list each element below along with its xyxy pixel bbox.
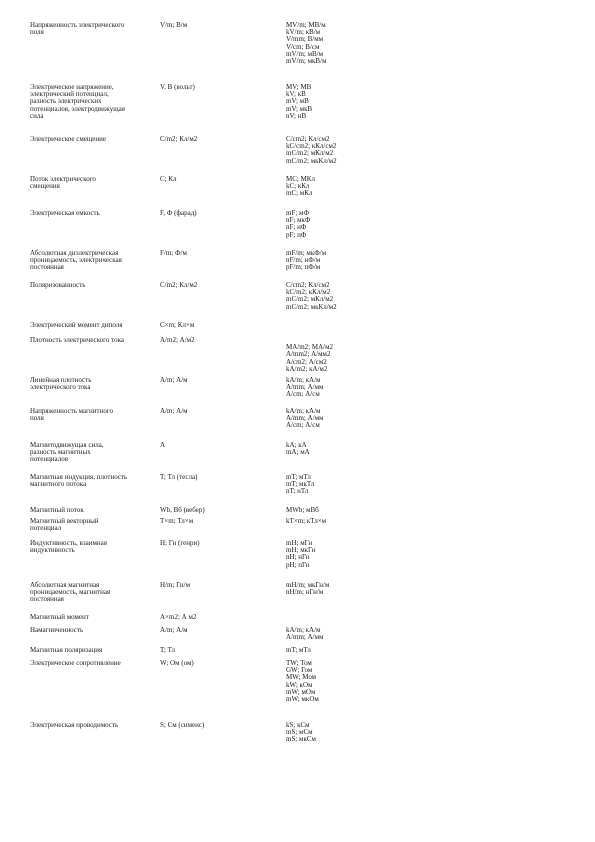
si-unit-cell xyxy=(160,582,280,589)
cell-line: Магнитный момент xyxy=(30,613,89,621)
cell-line: mC; мКл xyxy=(286,189,313,198)
quantity-name-cell xyxy=(30,627,155,634)
quantity-name-cell xyxy=(30,250,155,272)
cell-line: GW; Гом xyxy=(286,666,313,675)
multiple-units-cell xyxy=(286,377,406,399)
quantity-name-cell xyxy=(30,408,155,422)
si-unit-cell xyxy=(160,322,280,329)
quantity-name-cell xyxy=(30,507,155,514)
quantity-name-cell xyxy=(30,210,155,217)
si-unit-cell xyxy=(160,176,280,183)
cell-line: V, В (вольт) xyxy=(160,83,195,91)
quantity-name-cell xyxy=(30,540,155,554)
multiple-units-cell xyxy=(286,474,406,496)
cell-line: A/cm; А/см xyxy=(286,421,320,430)
quantity-name-cell xyxy=(30,377,155,391)
cell-line: потенциалов, электродвижущая xyxy=(30,104,125,113)
cell-line: mV/m; мкВ/м xyxy=(286,57,327,66)
si-unit-cell xyxy=(160,627,280,634)
cell-line: mT; мкТл xyxy=(286,480,315,489)
cell-line: A/m2; А/м2 xyxy=(160,336,195,344)
quantity-name-cell xyxy=(30,282,155,289)
quantity-name-cell xyxy=(30,136,155,143)
cell-line: kV/m; кВ/м xyxy=(286,28,321,37)
cell-line: потенциал xyxy=(30,524,62,533)
cell-line: mC/m2; мкКл/м2 xyxy=(286,156,337,165)
cell-line: A/m; А/м xyxy=(160,407,188,415)
cell-line: индуктивность xyxy=(30,546,75,555)
cell-line: Магнитный поток xyxy=(30,506,84,514)
multiple-units-cell xyxy=(286,660,406,703)
cell-line: MV; МВ xyxy=(286,83,312,91)
cell-line: mC/m2; мкКл/м2 xyxy=(286,302,337,311)
si-unit-cell xyxy=(160,518,280,525)
cell-line: Индуктивность, взаимная xyxy=(30,539,107,547)
si-unit-cell xyxy=(160,84,280,91)
cell-line: S; См (сименс) xyxy=(160,721,205,729)
cell-line: смещения xyxy=(30,182,60,191)
cell-line: pF; пФ xyxy=(286,230,307,239)
cell-line: F/m; Ф/м xyxy=(160,249,187,257)
cell-line: проницаемость, магнитная xyxy=(30,588,111,597)
cell-line: магнитного потока xyxy=(30,480,87,489)
cell-line: T×m; Тл×м xyxy=(160,517,194,525)
si-unit-cell xyxy=(160,337,280,344)
cell-line: mS; мСм xyxy=(286,728,313,737)
cell-line: A/cm; А/см xyxy=(286,390,320,399)
cell-line: mF; мФ xyxy=(286,209,309,217)
si-unit-cell xyxy=(160,250,280,257)
cell-line: Электрическое смещение xyxy=(30,135,106,143)
cell-line: kC; кКл xyxy=(286,182,310,191)
si-unit-cell xyxy=(160,136,280,143)
cell-line: nH/m; нГн/м xyxy=(286,588,324,597)
cell-line: постоянная xyxy=(30,595,64,604)
cell-line: nF; нФ xyxy=(286,223,307,232)
cell-line: проницаемость, электрическая xyxy=(30,256,122,265)
cell-line: C/m2; Кл/м2 xyxy=(160,281,198,289)
cell-line: V/m; В/м xyxy=(160,21,188,29)
cell-line: mV/m; мВ/м xyxy=(286,49,324,58)
cell-line: kC/cm2; кКл/см2 xyxy=(286,142,337,151)
cell-line: T; Тл xyxy=(160,646,176,654)
cell-line: TW; Том xyxy=(286,659,312,667)
cell-line: mC/m2; мКл/м2 xyxy=(286,295,334,304)
si-unit-cell xyxy=(160,408,280,415)
cell-line: C/m2; Кл/м2 xyxy=(160,135,198,143)
cell-line: A xyxy=(160,441,166,449)
quantity-name-cell xyxy=(30,474,155,488)
cell-line: mH; мГн xyxy=(286,539,313,547)
si-unit-cell xyxy=(160,282,280,289)
cell-line: C; Кл xyxy=(160,175,177,183)
cell-line: MW; Мом xyxy=(286,673,317,682)
cell-line: MA/m2; МА/м2 xyxy=(286,343,334,352)
si-unit-cell xyxy=(160,614,280,621)
multiple-units-cell xyxy=(286,442,406,456)
cell-line: разность электрических xyxy=(30,97,102,106)
multiple-units-cell xyxy=(286,210,406,239)
cell-line: H; Гн (генри) xyxy=(160,539,200,547)
cell-line: MWb; мВб xyxy=(286,506,319,514)
cell-line: C/cm2; Кл/см2 xyxy=(286,281,330,289)
si-unit-cell xyxy=(160,722,280,729)
cell-line: разность магнитных xyxy=(30,448,91,457)
cell-line: mT; мТл xyxy=(286,646,311,654)
cell-line: mS; мкСм xyxy=(286,735,316,744)
si-unit-cell xyxy=(160,377,280,384)
multiple-units-cell xyxy=(286,84,406,120)
cell-line: mW; мОм xyxy=(286,687,316,696)
multiple-units-cell xyxy=(286,176,406,198)
quantity-name-cell xyxy=(30,176,155,190)
cell-line: Плотность электрического тока xyxy=(30,336,124,344)
quantity-name-cell xyxy=(30,84,155,120)
cell-line: mA; мА xyxy=(286,448,310,457)
multiple-units-cell xyxy=(286,582,406,596)
cell-line: mV; мкВ xyxy=(286,104,313,113)
cell-line: постоянная xyxy=(30,263,64,272)
cell-line: C/cm2; Кл/см2 xyxy=(286,135,330,143)
cell-line: mH; мкГн xyxy=(286,546,316,555)
quantity-name-cell xyxy=(30,647,155,654)
cell-line: Электрическая емкость xyxy=(30,209,100,217)
quantity-name-cell xyxy=(30,582,155,604)
quantity-name-cell xyxy=(30,614,155,621)
cell-line: Абсолютная диэлектрическая xyxy=(30,249,119,257)
cell-line: mC/m2; мКл/м2 xyxy=(286,149,334,158)
multiple-units-cell xyxy=(286,518,406,525)
cell-line: Магнитный векторный xyxy=(30,517,99,525)
si-unit-cell xyxy=(160,474,280,481)
cell-line: nT; нТл xyxy=(286,487,309,496)
cell-line: C×m; Кл×м xyxy=(160,321,195,329)
cell-line: электрический потенциал, xyxy=(30,90,109,99)
cell-line: kV; кВ xyxy=(286,90,306,99)
multiple-units-cell xyxy=(286,337,406,373)
cell-line: Поляризованность xyxy=(30,281,86,289)
quantity-name-cell xyxy=(30,518,155,532)
multiple-units-cell xyxy=(286,627,406,641)
quantity-name-cell xyxy=(30,322,155,329)
cell-line: kC/m2; кКл/м2 xyxy=(286,288,331,297)
cell-line: V/mm; В/мм xyxy=(286,35,324,44)
multiple-units-cell xyxy=(286,722,406,744)
si-unit-cell xyxy=(160,647,280,654)
cell-line: A/m; А/м xyxy=(160,626,188,634)
cell-line: kA/m2; кА/м2 xyxy=(286,364,328,373)
cell-line: A/m; А/м xyxy=(160,376,188,384)
cell-line: kA/m; кА/м xyxy=(286,407,321,415)
cell-line: H/m; Гн/м xyxy=(160,581,191,589)
cell-line: поля xyxy=(30,28,44,37)
cell-line: Электрическая проводимость xyxy=(30,721,119,729)
cell-line: pF/m; пФ/м xyxy=(286,263,321,272)
si-unit-cell xyxy=(160,507,280,514)
cell-line: kA/m; кА/м xyxy=(286,376,321,384)
si-unit-cell xyxy=(160,442,280,449)
quantity-name-cell xyxy=(30,442,155,464)
cell-line: Магнитная индукция, плотность xyxy=(30,473,128,481)
cell-line: A/cm2; А/см2 xyxy=(286,357,327,366)
multiple-units-cell xyxy=(286,282,406,311)
cell-line: F, Ф (фарад) xyxy=(160,209,197,217)
multiple-units-cell xyxy=(286,408,406,430)
cell-line: nV; нВ xyxy=(286,111,307,120)
cell-line: Поток электрического xyxy=(30,175,96,183)
multiple-units-cell xyxy=(286,647,406,654)
cell-line: W; Ом (ом) xyxy=(160,659,194,667)
cell-line: mV; мВ xyxy=(286,97,309,106)
si-unit-cell xyxy=(160,210,280,217)
quantity-name-cell xyxy=(30,660,155,667)
cell-line: V/cm; В/см xyxy=(286,42,320,51)
cell-line: поля xyxy=(30,414,44,423)
cell-line: kT×m; кТл×м xyxy=(286,517,327,525)
cell-line: A×m2; А м2 xyxy=(160,613,197,621)
multiple-units-cell xyxy=(286,136,406,165)
cell-line: Напряженность электрического xyxy=(30,21,125,29)
cell-line: mW; мкОм xyxy=(286,695,319,704)
multiple-units-cell xyxy=(286,507,406,514)
cell-line: потенциалов xyxy=(30,455,69,464)
cell-line: MV/m; МВ/м xyxy=(286,21,326,29)
cell-line: MC; МКл xyxy=(286,175,315,183)
cell-line: сила xyxy=(30,111,44,120)
cell-line: kW; кОм xyxy=(286,680,313,689)
cell-line: Электрический момент диполя xyxy=(30,321,123,329)
cell-line: nH; нГн xyxy=(286,553,310,562)
multiple-units-cell xyxy=(286,22,406,65)
si-unit-cell xyxy=(160,660,280,667)
cell-line: nF/m; нФ/м xyxy=(286,256,321,265)
si-unit-cell xyxy=(160,22,280,29)
multiple-units-cell xyxy=(286,250,406,272)
cell-line: kS; кСм xyxy=(286,721,310,729)
quantity-name-cell xyxy=(30,722,155,729)
cell-line: Электрическое напряжение, xyxy=(30,83,114,91)
cell-line: nF; мкФ xyxy=(286,216,311,225)
cell-line: kA; кА xyxy=(286,441,307,449)
cell-line: pH; пГн xyxy=(286,560,310,569)
si-unit-cell xyxy=(160,540,280,547)
cell-line: Электрическое сопротивление xyxy=(30,659,121,667)
quantity-name-cell xyxy=(30,337,155,344)
cell-line: A/mm; А/мм xyxy=(286,633,324,642)
cell-line: Линейная плотность xyxy=(30,376,92,384)
quantity-name-cell xyxy=(30,22,155,36)
cell-line: Магнитная поляризация xyxy=(30,646,103,654)
cell-line: электрического тока xyxy=(30,383,91,392)
cell-line: Намагниченность xyxy=(30,626,84,634)
cell-line: kA/m; кА/м xyxy=(286,626,321,634)
cell-line: mF/m; мкФ/м xyxy=(286,249,327,257)
cell-line: A/mm; А/мм xyxy=(286,383,324,392)
cell-line: Абсолютная магнитная xyxy=(30,581,100,589)
cell-line: A/mm; А/мм xyxy=(286,414,324,423)
cell-line: A/mm2; А/мм2 xyxy=(286,350,331,359)
cell-line: mT; мТл xyxy=(286,473,311,481)
cell-line: Магнитодвижущая сила, xyxy=(30,441,104,449)
cell-line: Wb, Вб (вебер) xyxy=(160,506,205,514)
cell-line: mH/m; мкГн/м xyxy=(286,581,330,589)
cell-line: Напряженность магнитного xyxy=(30,407,114,415)
multiple-units-cell xyxy=(286,540,406,569)
cell-line: T; Тл (тесла) xyxy=(160,473,198,481)
